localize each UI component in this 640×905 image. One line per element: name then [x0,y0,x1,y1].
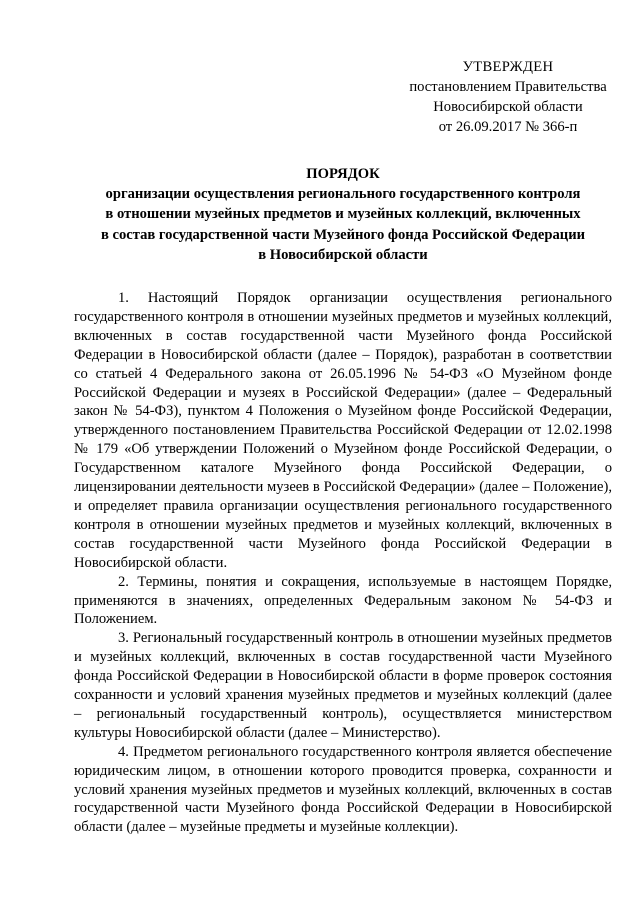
title-line: в состав государственной части Музейного фонда Российской Федерации [100,226,586,243]
approval-line: Новосибирской области [433,99,583,115]
title-heading: ПОРЯДОК [306,166,380,182]
approval-line: постановлением Правительства [409,79,607,95]
paragraph-1: 1. Настоящий Порядок организации осуществления регионального государственного контроля в отношении музейных предметов и музейных коллекций, включенных в состав государственной части Музейного фонда Российской Федерации в Новосибирской области (далее – Порядок), разработан в соответствии со статьей 4 Федерального закона от 26.05.1996 № 54-ФЗ «О Музейном фонде Российской Федерации и музеях в Российской Федерации» (далее – Федеральный закон № 54-ФЗ), пунктом 4 Положения о Музейном фонде Российской Федерации, утвержденного постановлением Правительства Российской Федерации от 12.02.1998 № 179 «Об утверждении Положений о Музейном фонде Российской Федерации, о Государственном каталоге Музейного фонда Российской Федерации, о лицензировании деятельности музеев в Российской Федерации» (далее – Положение), и определяет правила организации осуществления регионального государственного контроля в отношении музейных предметов и музейных коллекций, включенных в состав государственной части Музейного фонда Российской Федерации в Новосибирской области. [74,290,612,571]
paragraph-2: 2. Термины, понятия и сокращения, используемые в настоящем Порядке, применяются в значениях, определенных Федеральным законом № 54-ФЗ и Положением. [74,573,612,628]
title-line: в Новосибирской области [258,246,428,263]
title-line: в отношении музейных предметов и музейных коллекций, включенных [105,206,581,223]
document-title [74,164,612,265]
approval-stamp-block [388,57,628,137]
document-body [74,289,612,837]
title-line: организации осуществления регионального государственного контроля [105,186,581,203]
paragraph-4: 4. Предметом регионального государственного контроля является обеспечение юридическим лицом, в отношении которого проводится проверка, сохранности и условий хранения музейных предметов и музейных коллекций, включенных в состав государственной части Музейного фонда Российской Федерации в Новосибирской области (далее – музейные предметы и музейные коллекции). [74,743,612,836]
paragraph-3: 3. Региональный государственный контроль в отношении музейных предметов и музейных коллекций, включенных в состав государственной части Музейного фонда Российской Федерации в Новосибирской области в форме проверок состояния сохранности и условий хранения музейных предметов и музейных коллекций (далее – региональный государственный контроль), осуществляется министерством культуры Новосибирской области (далее – Министерство). [74,630,612,741]
approval-heading: УТВЕРЖДЕН [462,59,554,75]
approval-date-number: от 26.09.2017 № 366-п [438,119,578,135]
